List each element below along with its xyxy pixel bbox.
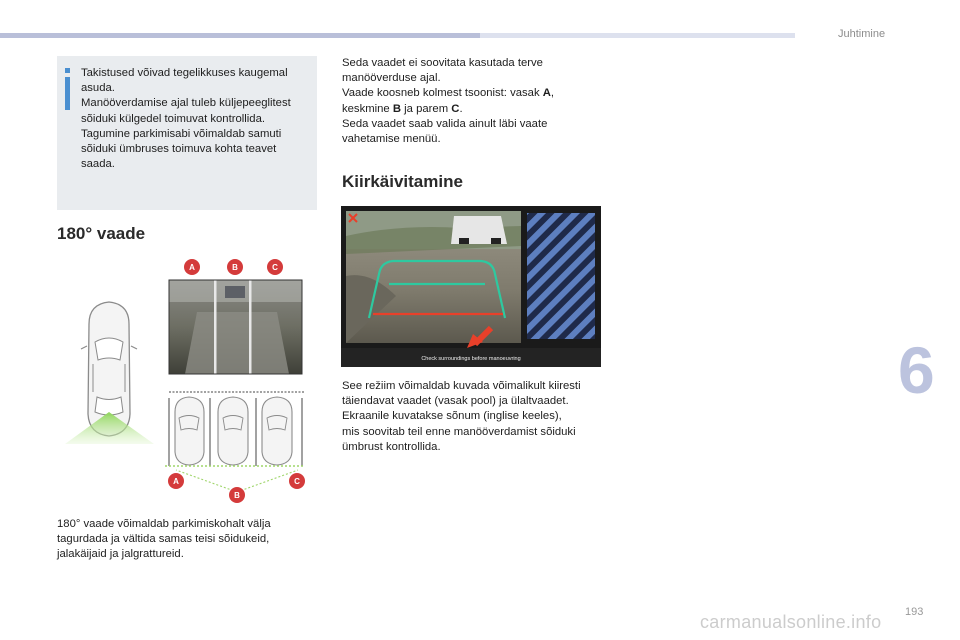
text-line: mis soovitab teil enne manööverdamist sõiduki bbox=[342, 425, 576, 438]
text-fragment: ja parem bbox=[401, 102, 452, 115]
info-line: Manööverdamise ajal tuleb küljepeeglitest bbox=[81, 97, 291, 110]
zone-badges-bottom bbox=[168, 473, 305, 503]
text-line: ümbrust kontrollida. bbox=[342, 440, 441, 453]
text-view-intro bbox=[342, 56, 592, 147]
zone-a-label: A bbox=[542, 87, 551, 100]
text-fragment: keskmine bbox=[342, 102, 393, 115]
camera-beam bbox=[65, 412, 154, 444]
chapter-number: 6 bbox=[898, 333, 935, 407]
text-line: 180° vaade võimaldab parkimiskohalt välja bbox=[57, 518, 271, 530]
svg-text:B: B bbox=[232, 263, 238, 272]
text-line: tagurdada ja vältida samas teisi sõidukeid, bbox=[57, 533, 270, 546]
text-line: vahetamise menüü. bbox=[342, 133, 441, 146]
info-line: Tagumine parkimisabi võimaldab samuti bbox=[81, 127, 282, 140]
header-bar-right bbox=[480, 33, 795, 38]
parked-cars bbox=[169, 397, 302, 466]
text-180-description bbox=[57, 517, 307, 563]
svg-text:B: B bbox=[234, 491, 240, 500]
header-bar bbox=[0, 33, 480, 38]
text-fragment: Vaade koosneb kolmest tsoonist: vasak bbox=[342, 87, 543, 100]
svg-text:C: C bbox=[272, 263, 278, 272]
section-title: Juhtimine bbox=[838, 28, 886, 40]
camera-image bbox=[169, 280, 302, 374]
svg-text:A: A bbox=[173, 477, 179, 486]
svg-text:A: A bbox=[189, 263, 195, 272]
text-line bbox=[342, 102, 592, 117]
info-line: asuda. bbox=[81, 82, 115, 95]
top-view-panel bbox=[527, 213, 595, 339]
info-line: saada. bbox=[81, 158, 115, 171]
info-line: sõiduki külgedel toimuvat kontrollida. bbox=[81, 112, 265, 125]
text-line: manööverduse ajal. bbox=[342, 72, 441, 85]
info-icon bbox=[64, 68, 72, 112]
text-line: Seda vaadet ei soovitata kasutada terve bbox=[342, 57, 543, 69]
text-quick-start bbox=[342, 379, 604, 455]
zone-b-label: B bbox=[392, 102, 402, 115]
heading-180-view: 180° vaade bbox=[57, 224, 146, 243]
text-line: See režiim võimaldab kuvada võimalikult kiiresti bbox=[342, 380, 581, 392]
text-line: täiendavat vaadet (vasak pool) ja ülaltvaadet. bbox=[342, 395, 569, 408]
page-number: 193 bbox=[905, 606, 924, 618]
info-line: Takistused võivad tegelikkuses kaugemal bbox=[81, 67, 288, 79]
zone-badges-top bbox=[184, 259, 283, 275]
diagram-180-view bbox=[57, 252, 317, 507]
text-line: jalakäijaid ja jalgrattureid. bbox=[57, 548, 184, 561]
quick-start-screen bbox=[341, 206, 601, 367]
text-fragment: , bbox=[550, 87, 555, 100]
text-fragment: . bbox=[459, 102, 463, 115]
text-line bbox=[342, 86, 592, 101]
text-line: Seda vaadet saab valida ainult läbi vaate bbox=[342, 117, 548, 130]
text-line: Ekraanile kuvatakse sõnum (inglise keeles), bbox=[342, 410, 562, 423]
svg-text:C: C bbox=[294, 477, 300, 486]
info-text bbox=[81, 66, 313, 172]
screen-message: Check surroundings before manoeuvring bbox=[421, 356, 521, 362]
heading-quick-start: Kiirkäivitamine bbox=[342, 172, 463, 191]
info-line: sõiduki ümbruses toimuva kohta teavet bbox=[81, 143, 277, 156]
watermark: carmanualsonline.info bbox=[700, 612, 882, 632]
zone-c-label: C bbox=[451, 102, 460, 115]
